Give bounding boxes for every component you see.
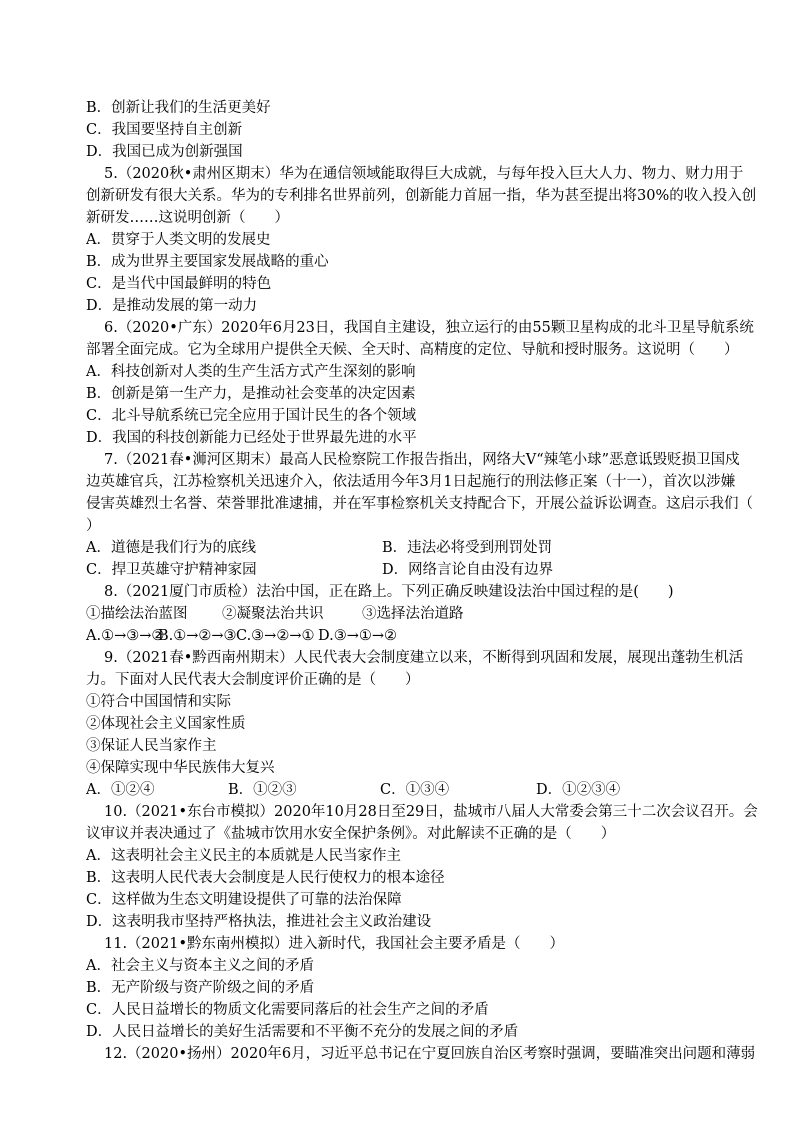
q10-option-d: D．这表明我市坚持严格执法，推进社会主义政治建设	[86, 914, 432, 930]
q11-option-b: B．无产阶级与资产阶级之间的矛盾	[86, 980, 315, 996]
q9-item-4: ④保障实现中华民族伟大复兴	[86, 760, 275, 776]
q8-option-c: C.③→②→①	[236, 628, 315, 644]
q8-options-row	[86, 625, 800, 647]
q6-option-a: A．科技创新对人类的生产生活方式产生深刻的影响	[86, 364, 416, 380]
q11-option-d: D．人民日益增长的美好生活需要和不平衡不充分的发展之间的矛盾	[86, 1024, 519, 1040]
q8-option-b: B.①→②→③	[158, 628, 237, 644]
q6-stem-line-1: 6.（2020•广东）2020年6月23日，我国自主建设，独立运行的由55颗卫星构成的北斗卫星导航系统	[104, 320, 754, 336]
q8-stem: 8.（2021厦门市质检）法治中国，正在路上。下列正确反映建设法治中国过程的是( )	[104, 584, 674, 600]
q6-option-d: D．我国的科技创新能力已经处于世界最先进的水平	[86, 430, 417, 446]
q8-item-1: ①描绘法治蓝图	[86, 606, 188, 622]
q7-option-b: B．违法必将受到刑罚处罚	[382, 540, 553, 556]
q9-option-a: A．①②④	[86, 782, 155, 798]
q8-option-a: A.①→③→②	[86, 628, 165, 644]
q10-stem-line-1: 10.（2021•东台市模拟）2020年10月28日至29日，盐城市八届人大常委会第三十二次会议召开。会	[104, 804, 758, 820]
q10-option-b: B．这表明人民代表大会制度是人民行使权力的根本途径	[86, 870, 445, 886]
q4-option-d: D．我国已成为创新强国	[86, 144, 243, 160]
q10-option-a: A．这表明社会主义民主的本质就是人民当家作主	[86, 848, 401, 864]
q11-option-c: C．人民日益增长的物质文化需要同落后的社会生产之间的矛盾	[86, 1002, 489, 1018]
q9-option-b: B．①②③	[228, 782, 297, 798]
q10-stem-line-2: 议审议并表决通过了《盐城市饮用水安全保护条例》。对此解读不正确的是（ ）	[86, 826, 616, 842]
q9-options-row	[86, 779, 800, 801]
q9-item-2: ②体现社会主义国家性质	[86, 716, 246, 732]
q6-option-c: C．北斗导航系统已完全应用于国计民生的各个领域	[86, 408, 417, 424]
q6-option-b: B．创新是第一生产力，是推动社会变革的决定因素	[86, 386, 416, 402]
q9-option-d: D．①②③④	[536, 782, 621, 798]
q9-option-c: C．①③④	[380, 782, 450, 798]
q5-option-d: D．是推动发展的第一动力	[86, 298, 258, 314]
q5-stem-line-3: 新研发……这说明创新（ ）	[86, 210, 289, 226]
q5-option-a: A．贯穿于人类文明的发展史	[86, 232, 271, 248]
q9-stem-line-1: 9.（2021春•黔西南州期末）人民代表大会制度建立以来，不断得到巩固和发展，展现出蓬勃生机活	[104, 650, 744, 666]
q7-option-d: D．网络言论自由没有边界	[382, 562, 554, 578]
q8-item-2: ②凝聚法治共识	[222, 606, 324, 622]
q5-stem-line-2: 创新研发有很大关系。华为的专利排名世界前列，创新能力首屈一指，华为甚至提出将30%的收入投入创	[86, 188, 757, 204]
q4-option-c: C．我国要坚持自主创新	[86, 122, 243, 138]
q9-stem-line-2: 力。下面对人民代表大会制度评价正确的是（ ）	[86, 672, 420, 688]
q9-item-3: ③保证人民当家作主	[86, 738, 217, 754]
q9-item-1: ①符合中国国情和实际	[86, 694, 231, 710]
q5-stem-line-1: 5.（2020秋•肃州区期末）华为在通信领域能取得巨大成就，与每年投入巨大人力、物力、财力用于	[104, 166, 744, 182]
q4-option-b: B．创新让我们的生活更美好	[86, 100, 271, 116]
q7-stem-line-4: ）	[86, 518, 101, 534]
q7-option-c: C．捍卫英雄守护精神家园	[86, 562, 257, 578]
q7-stem-line-1: 7.（2021春•浉河区期末）最高人民检察院工作报告指出，网络大V“辣笔小球”恶意诋毁贬损卫国戍	[104, 452, 740, 468]
q7-stem-line-3: 侵害英雄烈士名誉、荣誉罪批准逮捕，并在军事检察机关支持配合下，开展公益诉讼调查。这启示我们（	[86, 496, 753, 512]
q8-items-row	[86, 603, 800, 625]
q5-option-c: C．是当代中国最鲜明的特色	[86, 276, 272, 292]
q7-options-row-1	[86, 537, 800, 559]
q7-stem-line-2: 边英雄官兵，江苏检察机关迅速介入，依法适用今年3月1日起施行的刑法修正案（十一），首次以涉嫌	[86, 474, 736, 490]
q6-stem-line-2: 部署全面完成。它为全球用户提供全天候、全天时、高精度的定位、导航和授时服务。这说明（ ）	[86, 342, 739, 358]
q12-stem-line-1: 12.（2020•扬州）2020年6月，习近平总书记在宁夏回族自治区考察时强调，要瞄准突出问题和薄弱	[104, 1046, 756, 1062]
q8-item-3: ③选择法治道路	[362, 606, 464, 622]
q11-option-a: A．社会主义与资本主义之间的矛盾	[86, 958, 314, 974]
q8-option-d: D.③→①→②	[318, 628, 398, 644]
q11-stem: 11.（2021•黔东南州模拟）进入新时代，我国社会主要矛盾是（ ）	[104, 936, 565, 952]
q7-options-row-2	[86, 559, 800, 581]
q7-option-a: A．道德是我们行为的底线	[86, 540, 256, 556]
q5-option-b: B．成为世界主要国家发展战略的重心	[86, 254, 329, 270]
q10-option-c: C．这样做为生态文明建设提供了可靠的法治保障	[86, 892, 402, 908]
